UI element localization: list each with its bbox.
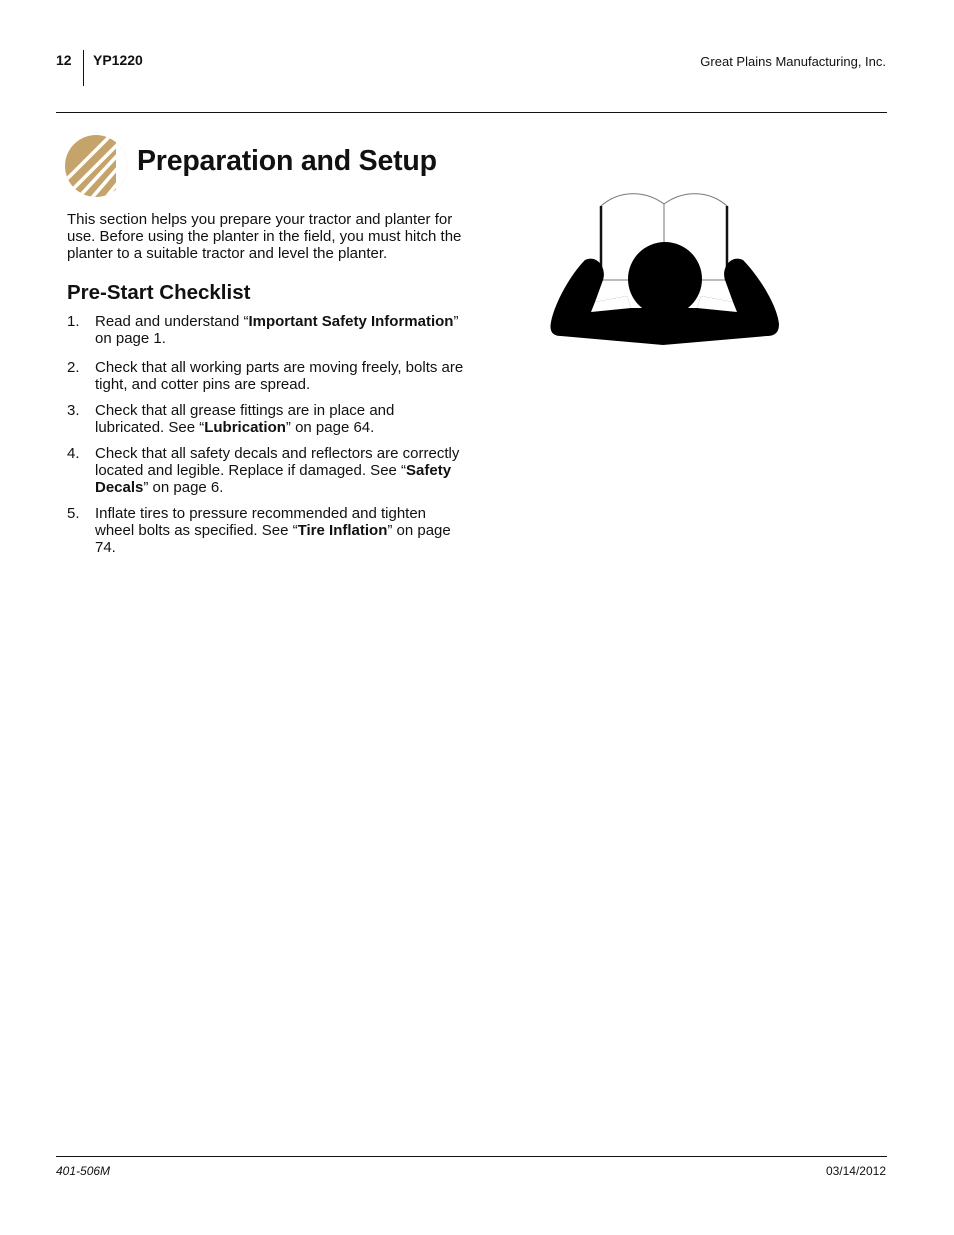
cross-reference[interactable]: Important Safety Information [248, 313, 454, 330]
checklist-heading: Pre-Start Checklist [67, 281, 251, 304]
footer-rule [56, 1156, 887, 1157]
great-plains-sunrise-logo-icon [64, 134, 128, 198]
page-number: 12 [56, 52, 72, 68]
list-item-number: 5. [67, 505, 80, 522]
header-separator [83, 50, 84, 86]
cross-reference[interactable]: Lubrication [204, 419, 286, 436]
list-item-text: Check that all safety decals and reflectors are correctly located and legible. Replace if damaged. See “Safety Decals” on page 6. [95, 445, 460, 496]
list-item-number: 3. [67, 402, 80, 419]
page-title: Preparation and Setup [137, 145, 437, 177]
model-name: YP1220 [93, 52, 143, 68]
list-item-number: 1. [67, 313, 80, 330]
company-name: Great Plains Manufacturing, Inc. [700, 54, 886, 69]
header-rule [56, 112, 887, 113]
list-item-text: Check that all working parts are moving freely, bolts are tight, and cotter pins are spread. [95, 359, 464, 393]
list-item-text: Read and understand “Important Safety Information” on page 1. [95, 313, 459, 347]
document-date: 03/14/2012 [825, 1164, 886, 1178]
list-item-text: Check that all grease fittings are in place and lubricated. See “Lubrication” on page 64. [95, 402, 395, 436]
list-item-number: 4. [67, 445, 80, 462]
cross-reference[interactable]: Safety Decals [95, 462, 452, 496]
document-number: 401-506M [56, 1164, 111, 1178]
list-item-text: Inflate tires to pressure recommended and tighten wheel bolts as specified. See “Tire Inflation” on page 74. [95, 505, 451, 556]
list-item-number: 2. [67, 359, 80, 376]
person-reading-manual-icon [547, 184, 782, 348]
intro-paragraph: This section helps you prepare your tractor and planter for use. Before using the planter in the field, you must hitch the planter to a suitable tractor and level the planter. [67, 211, 462, 262]
cross-reference[interactable]: Tire Inflation [297, 522, 388, 539]
